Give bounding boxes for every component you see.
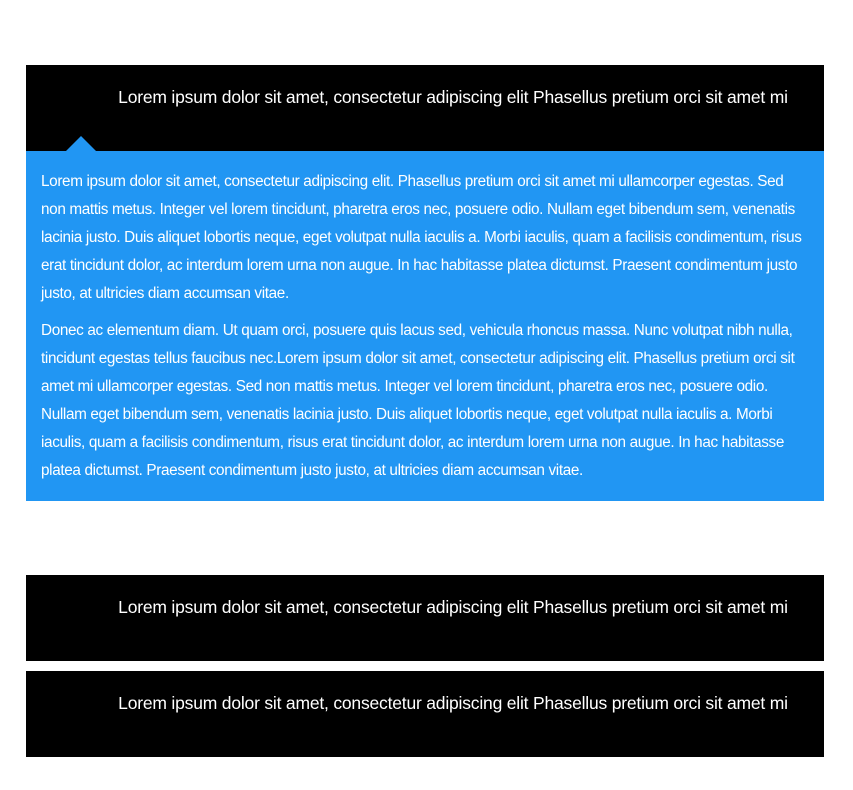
accordion-header-1[interactable] [26,65,824,151]
panel-paragraph: Lorem ipsum dolor sit amet, consectetur adipiscing elit. Phasellus pretium orci sit amet mi ullamcorper egestas. Sed non mattis metus. Integer vel lorem tincidunt, pharetra eros nec, posuere odio. Nullam eget bibendum sem, venenatis lacinia justo. Duis aliquet lobortis neque, eget volutpat nulla iaculis a. Morbi iaculis, quam a facilisis condimentum, risus erat tincidunt dolor, ac interdum lorem urna non augue. In hac habitasse platea dictumst. Praesent condimentum justo justo, at ultricies diam accumsan vitae. [41,173,802,302]
panel-paragraph: Donec ac elementum diam. Ut quam orci, posuere quis lacus sed, vehicula rhoncus massa. Nunc volutpat nibh nulla, tincidunt egestas tellus faucibus nec.Lorem ipsum dolor sit amet, consectetur adipiscing elit. Phasellus pretium orci sit amet mi ullamcorper egestas. Sed non mattis metus. Integer vel lorem tincidunt, pharetra eros nec, posuere odio. Nullam eget bibendum sem, venenatis lacinia justo. Duis aliquet lobortis neque, eget volutpat nulla iaculis a. Morbi iaculis, quam a facilisis condimentum, risus erat tincidunt dolor, ac interdum lorem urna non augue. In hac habitasse platea dictumst. Praesent condimentum justo justo, at ultricies diam accumsan vitae. [41,322,795,479]
accordion-item-2 [26,575,824,661]
accordion-header-2[interactable] [26,575,824,661]
accordion-header-3[interactable] [26,671,824,757]
accordion-title: Lorem ipsum dolor sit amet, consectetur adipiscing elit Phasellus pretium orci sit amet mi [118,693,788,713]
accordion-title: Lorem ipsum dolor sit amet, consectetur adipiscing elit Phasellus pretium orci sit amet mi [118,597,788,617]
expanded-indicator-arrow-icon [66,136,96,151]
accordion-item-1 [26,65,824,501]
accordion-panel-1 [26,151,824,501]
accordion-item-3 [26,671,824,757]
accordion-title: Lorem ipsum dolor sit amet, consectetur adipiscing elit Phasellus pretium orci sit amet mi [118,87,788,107]
